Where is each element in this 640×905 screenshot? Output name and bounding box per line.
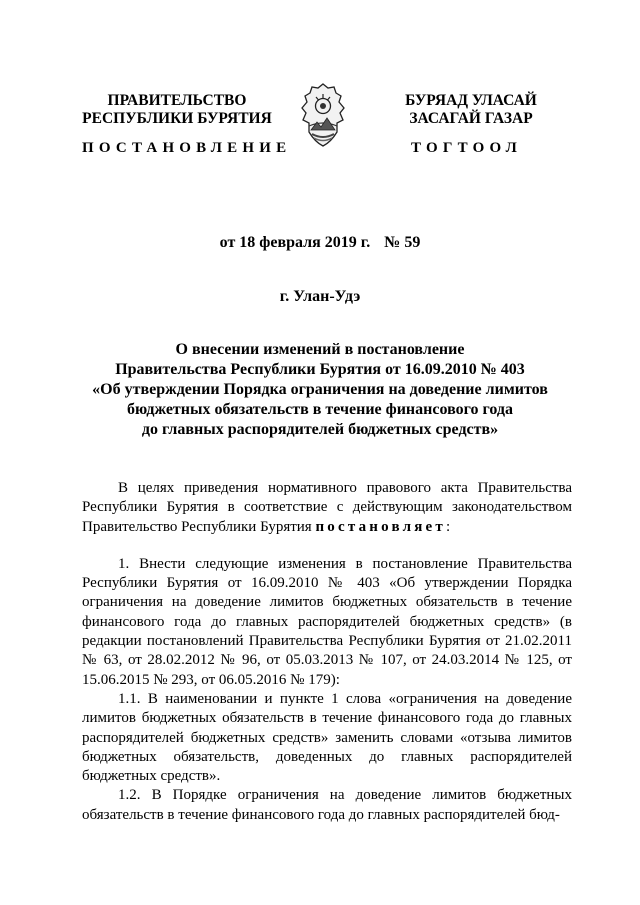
body-paragraph: 1.2. В Порядке ограничения на доведение лимитов бюджетных обязательств в течение финансового года до главных распорядителей бюд- — [82, 787, 572, 823]
city-line: г. Улан-Удэ — [279, 288, 361, 305]
date-line — [0, 234, 640, 252]
preamble-paragraph — [82, 479, 572, 537]
government-name-ru — [82, 92, 272, 128]
doc-type-bua: ТОГТООЛ — [411, 140, 522, 156]
government-name-bua-line1: БУРЯАД УЛАСАЙ — [405, 92, 537, 109]
body-paragraph: 1.1. В наименовании и пункте 1 слова «ограничения на доведение лимитов бюджетных обязательств в течение финансового года до главных распорядителей бюджетных средств» заменить словами «отзыва лимитов бюджетных обязательств, доведенных до главных распорядителей бюджетных средств». — [82, 690, 572, 785]
title-line: до главных распорядителей бюджетных средств» — [141, 421, 499, 438]
title-line: О внесении изменений в постановление — [175, 341, 465, 358]
government-name-ru-line2: РЕСПУБЛИКИ БУРЯТИЯ — [82, 110, 272, 127]
coat-of-arms-emblem-icon — [299, 82, 347, 148]
government-name-ru-line1: ПРАВИТЕЛЬСТВО — [107, 92, 247, 109]
decree-date: от 18 февраля 2019 г. — [219, 234, 371, 251]
doc-type-ru: ПОСТАНОВЛЕНИЕ — [82, 140, 292, 156]
government-name-bua — [378, 92, 564, 128]
government-name-bua-line2: ЗАСАГАЙ ГАЗАР — [409, 110, 533, 127]
preamble-end: : — [445, 518, 451, 535]
preamble-text: В целях приведения нормативного правового акта Правительства Республики Бурятия в соответствие с действующим законодательством Правительство Республики Бурятия — [82, 480, 572, 535]
title-line: «Об утверждении Порядка ограничения на доведение лимитов — [92, 381, 548, 398]
decree-title — [70, 340, 570, 440]
decree-word: постановляет — [315, 518, 446, 535]
decree-body — [82, 479, 572, 825]
title-line: Правительства Республики Бурятия от 16.09.2010 № 403 — [115, 361, 525, 378]
decree-number: № 59 — [384, 234, 421, 251]
body-paragraph: 1. Внести следующие изменения в постановление Правительства Республики Бурятия от 16.09.2010 № 403 «Об утверждении Порядка ограничения на доведение лимитов бюджетных обязательств в течение финансового года до главных распорядителей бюджетных средств» (в редакции постановлений Правительства Республики Бурятия от 21.02.2011 № 63, от 28.02.2012 № 96, от 05.03.2013 № 107, от 24.03.2014 № 125, от 15.06.2015 № 293, от 06.05.2016 № 179): — [82, 555, 572, 688]
title-line: бюджетных обязательств в течение финансового года — [127, 401, 513, 418]
